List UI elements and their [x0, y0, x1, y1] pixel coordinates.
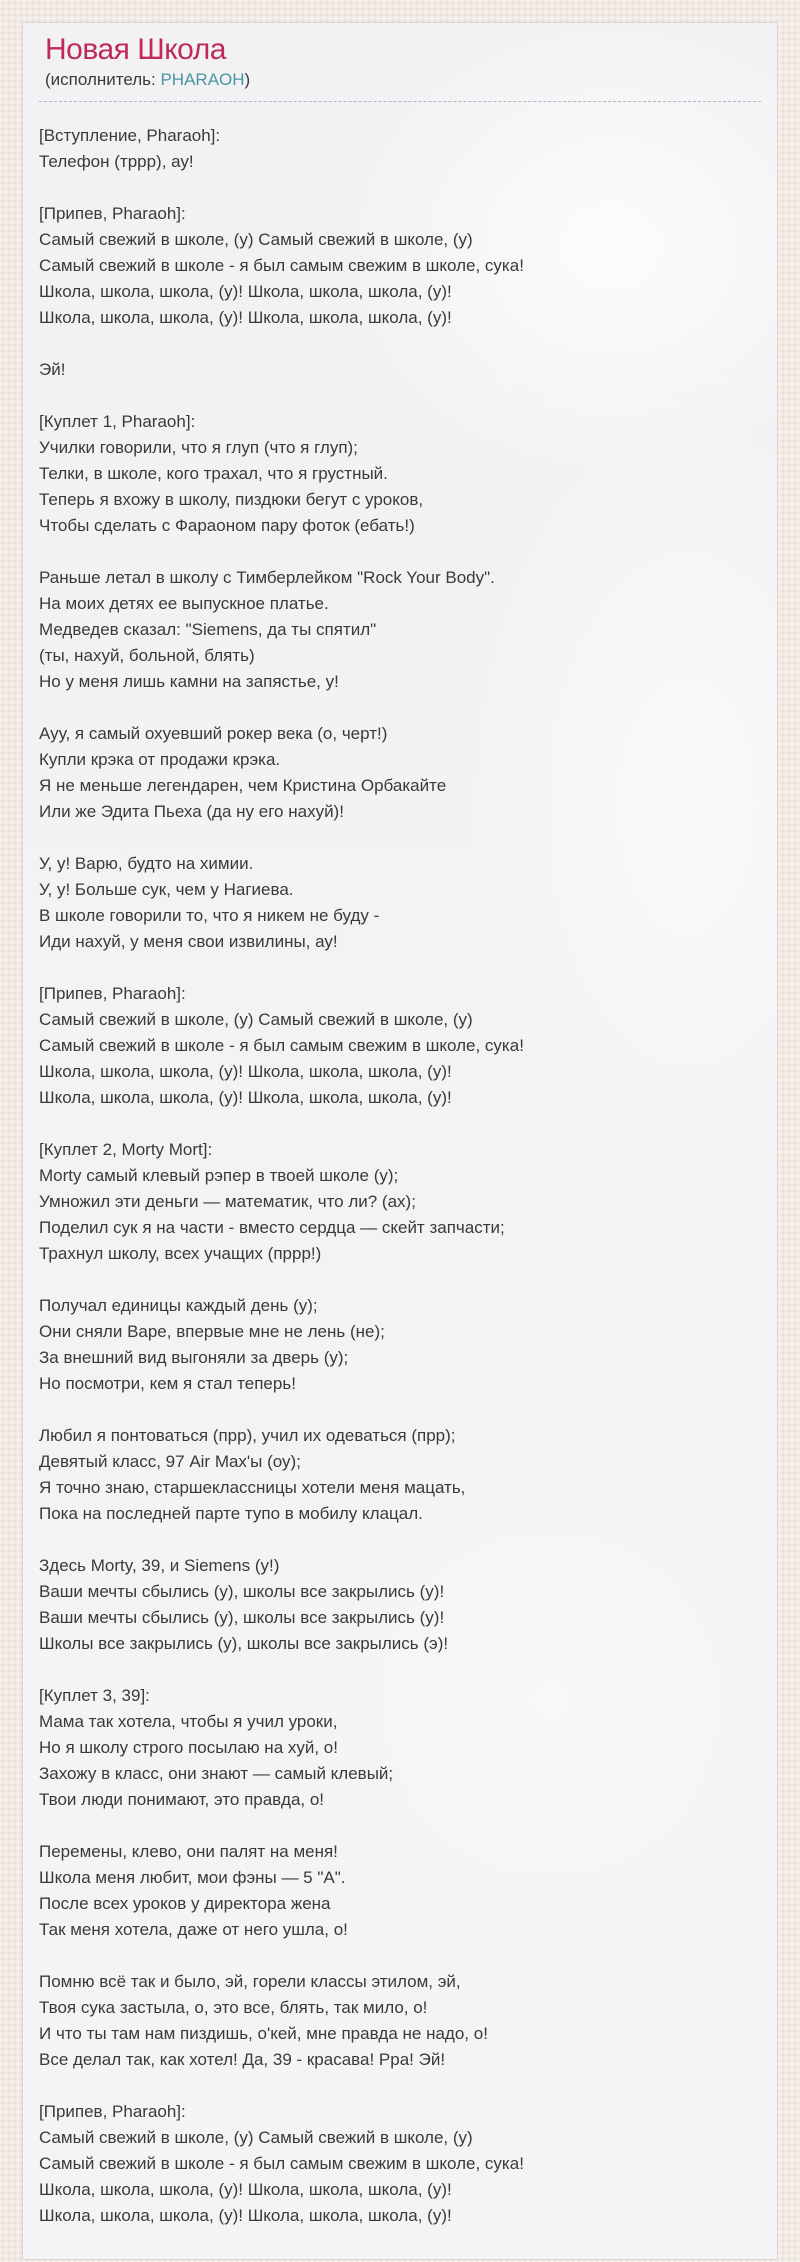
lyrics-line: Или же Эдита Пьеха (да ну его нахуй)!: [39, 802, 344, 821]
lyrics-line: Любил я понтоваться (прр), учил их одеваться (прр);: [39, 1426, 456, 1445]
lyrics-line: Школа, школа, школа, (у)! Школа, школа, школа, (у)!: [39, 1088, 452, 1107]
lyrics-line: Но у меня лишь камни на запястье, у!: [39, 672, 339, 691]
lyrics-line: Перемены, клево, они палят на меня!: [39, 1842, 338, 1861]
lyrics-line: Но я школу строго посылаю на хуй, о!: [39, 1738, 338, 1757]
lyrics-line: Трахнул школу, всех учащих (пррр!): [39, 1244, 322, 1263]
lyrics-line: Мама так хотела, чтобы я учил уроки,: [39, 1712, 338, 1731]
lyrics-line: [Припев, Pharaoh]:: [39, 2102, 186, 2121]
lyrics-line: Самый свежий в школе - я был самым свежим в школе, сука!: [39, 2154, 524, 2173]
lyrics-stanza: [39, 201, 761, 331]
lyrics-stanza: [39, 1969, 761, 2073]
header: [39, 31, 761, 102]
artist-line: [45, 69, 761, 91]
lyrics-line: Эй!: [39, 360, 66, 379]
lyrics-stanza: [39, 851, 761, 955]
lyrics-line: Медведев сказал: "Siemens, да ты спятил": [39, 620, 377, 639]
lyrics-line: Morty самый клевый рэпер в твоей школе (у);: [39, 1166, 399, 1185]
lyrics-line: И что ты там нам пиздишь, о'кей, мне правда не надо, о!: [39, 2024, 488, 2043]
lyrics-stanza: [39, 1553, 761, 1657]
lyrics-line: Умножил эти деньги — математик, что ли? (ах);: [39, 1192, 416, 1211]
lyrics-line: Самый свежий в школе - я был самым свежим в школе, сука!: [39, 1036, 524, 1055]
lyrics-line: Поделил сук я на части - вместо сердца — скейт запчасти;: [39, 1218, 505, 1237]
lyrics-line: В школе говорили то, что я никем не буду -: [39, 906, 380, 925]
lyrics-line: За внешний вид выгоняли за дверь (у);: [39, 1348, 349, 1367]
lyrics-line: Ваши мечты сбылись (у), школы все закрылись (у)!: [39, 1608, 445, 1627]
lyrics-line: Школа, школа, школа, (у)! Школа, школа, школа, (у)!: [39, 1062, 452, 1081]
page: [0, 22, 800, 2262]
artist-suffix: ): [244, 70, 251, 89]
lyrics-stanza: [39, 1683, 761, 1813]
lyrics-line: Самый свежий в школе - я был самым свежим в школе, сука!: [39, 256, 524, 275]
lyrics-stanza: [39, 1423, 761, 1527]
lyrics-line: Школа меня любит, мои фэны — 5 "А".: [39, 1868, 346, 1887]
lyrics-line: Твоя сука застыла, о, это все, блять, так мило, о!: [39, 1998, 428, 2017]
lyrics-line: Они сняли Варе, впервые мне не лень (не);: [39, 1322, 385, 1341]
lyrics-line: На моих детях ее выпускное платье.: [39, 594, 329, 613]
lyrics-line: (ты, нахуй, больной, блять): [39, 646, 255, 665]
lyrics-line: Школа, школа, школа, (у)! Школа, школа, школа, (у)!: [39, 2180, 452, 2199]
lyrics: [39, 123, 761, 2229]
lyrics-card: [22, 22, 778, 2260]
lyrics-line: Помню всё так и было, эй, горели классы этилом, эй,: [39, 1972, 461, 1991]
lyrics-line: После всех уроков у директора жена: [39, 1894, 331, 1913]
lyrics-line: [Куплет 1, Pharaoh]:: [39, 412, 196, 431]
lyrics-line: [Припев, Pharaoh]:: [39, 984, 186, 1003]
lyrics-line: Получал единицы каждый день (у);: [39, 1296, 318, 1315]
lyrics-line: Школа, школа, школа, (у)! Школа, школа, школа, (у)!: [39, 308, 452, 327]
song-title: Новая Школа: [45, 33, 226, 66]
lyrics-stanza: [39, 2099, 761, 2229]
lyrics-line: Я точно знаю, старшеклассницы хотели меня мацать,: [39, 1478, 466, 1497]
lyrics-line: Раньше летал в школу с Тимберлейком "Rock Your Body".: [39, 568, 495, 587]
lyrics-line: Я не меньше легендарен, чем Кристина Орбакайте: [39, 776, 447, 795]
lyrics-line: Телефон (тррр), ау!: [39, 152, 194, 171]
lyrics-line: Школа, школа, школа, (у)! Школа, школа, школа, (у)!: [39, 2206, 452, 2225]
lyrics-line: У, у! Больше сук, чем у Нагиева.: [39, 880, 294, 899]
lyrics-stanza: [39, 1137, 761, 1267]
lyrics-line: Ваши мечты сбылись (у), школы все закрылись (у)!: [39, 1582, 445, 1601]
lyrics-line: Иди нахуй, у меня свои извилины, ау!: [39, 932, 338, 951]
lyrics-stanza: [39, 721, 761, 825]
lyrics-line: Школа, школа, школа, (у)! Школа, школа, школа, (у)!: [39, 282, 452, 301]
lyrics-line: У, у! Варю, будто на химии.: [39, 854, 254, 873]
lyrics-stanza: [39, 123, 761, 175]
lyrics-stanza: [39, 357, 761, 383]
lyrics-stanza: [39, 409, 761, 539]
lyrics-line: Самый свежий в школе, (у) Самый свежий в школе, (у): [39, 230, 473, 249]
lyrics-line: Здесь Morty, 39, и Siemens (у!): [39, 1556, 280, 1575]
lyrics-line: Так меня хотела, даже от него ушла, о!: [39, 1920, 348, 1939]
lyrics-line: Ауу, я самый охуевший рокер века (о, черт!): [39, 724, 388, 743]
lyrics-stanza: [39, 565, 761, 695]
lyrics-line: Все делал так, как хотел! Да, 39 - красава! Рра! Эй!: [39, 2050, 446, 2069]
lyrics-line: Школы все закрылись (у), школы все закрылись (э)!: [39, 1634, 449, 1653]
lyrics-stanza: [39, 1293, 761, 1397]
lyrics-line: [Вступление, Pharaoh]:: [39, 126, 221, 145]
lyrics-line: Но посмотри, кем я стал теперь!: [39, 1374, 296, 1393]
lyrics-line: Чтобы сделать с Фараоном пару фоток (ебать!): [39, 516, 415, 535]
lyrics-line: Телки, в школе, кого трахал, что я грустный.: [39, 464, 388, 483]
lyrics-line: [Куплет 3, 39]:: [39, 1686, 150, 1705]
lyrics-line: [Куплет 2, Morty Mort]:: [39, 1140, 213, 1159]
lyrics-line: Теперь я вхожу в школу, пиздюки бегут с уроков,: [39, 490, 424, 509]
lyrics-line: Захожу в класс, они знают — самый клевый;: [39, 1764, 394, 1783]
artist-link[interactable]: PHARAOH: [160, 70, 245, 89]
artist-prefix: (исполнитель:: [45, 70, 161, 89]
lyrics-line: Самый свежий в школе, (у) Самый свежий в школе, (у): [39, 2128, 473, 2147]
lyrics-line: Девятый класс, 97 Air Max'ы (оу);: [39, 1452, 301, 1471]
lyrics-line: Училки говорили, что я глуп (что я глуп);: [39, 438, 358, 457]
lyrics-line: Самый свежий в школе, (у) Самый свежий в школе, (у): [39, 1010, 473, 1029]
lyrics-stanza: [39, 1839, 761, 1943]
lyrics-stanza: [39, 981, 761, 1111]
lyrics-line: Пока на последней парте тупо в мобилу клацал.: [39, 1504, 423, 1523]
lyrics-line: [Припев, Pharaoh]:: [39, 204, 186, 223]
lyrics-line: Твои люди понимают, это правда, о!: [39, 1790, 325, 1809]
lyrics-line: Купли крэка от продажи крэка.: [39, 750, 281, 769]
